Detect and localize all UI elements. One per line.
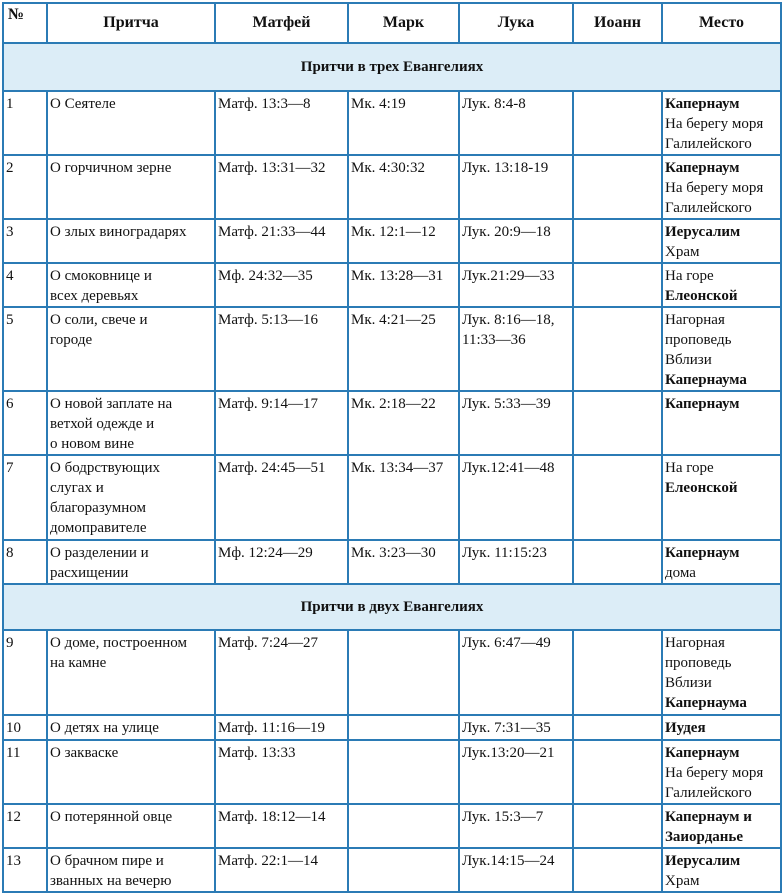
row-number: 9 bbox=[3, 630, 47, 715]
john-ref bbox=[573, 219, 662, 263]
luke-ref bbox=[459, 263, 573, 307]
parable-title-line: слугах и bbox=[50, 480, 104, 496]
place-line: Нагорная bbox=[665, 635, 725, 651]
place-line: Вблизи bbox=[665, 352, 712, 368]
mark-ref bbox=[348, 848, 459, 892]
table-row bbox=[3, 391, 781, 455]
parable-title bbox=[47, 307, 215, 391]
parable-title bbox=[47, 740, 215, 804]
luke-ref bbox=[459, 740, 573, 804]
place-line: проповедь bbox=[665, 332, 732, 348]
mark-ref: Мк. 4:30:32 bbox=[348, 155, 459, 219]
john-ref bbox=[573, 630, 662, 715]
parable-title-line: городе bbox=[50, 332, 93, 348]
matthew-ref: Матф. 22:1—14 bbox=[215, 848, 348, 892]
john-ref bbox=[573, 715, 662, 740]
place-line: Иудея bbox=[665, 720, 706, 736]
mark-ref: Мк. 13:28—31 bbox=[348, 263, 459, 307]
john-ref bbox=[573, 455, 662, 540]
row-number: 4 bbox=[3, 263, 47, 307]
parable-title-line: званных на вечерю bbox=[50, 873, 172, 889]
parable-title bbox=[47, 455, 215, 540]
row-number: 10 bbox=[3, 715, 47, 740]
luke-ref-line: Лук. 13:18-19 bbox=[462, 160, 549, 176]
section-title: Притчи в трех Евангелиях bbox=[3, 43, 781, 91]
mark-ref: Мк. 12:1—12 bbox=[348, 219, 459, 263]
place-cell bbox=[662, 219, 781, 263]
luke-ref-line: Лук. 20:9—18 bbox=[462, 224, 551, 240]
section-row bbox=[3, 43, 781, 91]
place-line: Нагорная bbox=[665, 312, 725, 328]
mark-ref bbox=[348, 630, 459, 715]
place-line: Капернаум bbox=[665, 96, 740, 112]
place-line: На берегу моря bbox=[665, 116, 764, 132]
luke-ref-line: Лук.13:20—21 bbox=[462, 745, 555, 761]
parable-title bbox=[47, 263, 215, 307]
parable-title bbox=[47, 155, 215, 219]
parable-title-line: О брачном пире и bbox=[50, 853, 164, 869]
matthew-ref: Матф. 7:24—27 bbox=[215, 630, 348, 715]
matthew-ref: Матф. 11:16—19 bbox=[215, 715, 348, 740]
row-number: 11 bbox=[3, 740, 47, 804]
luke-ref bbox=[459, 219, 573, 263]
parable-title bbox=[47, 848, 215, 892]
header-matthew: Матфей bbox=[215, 3, 348, 43]
luke-ref-line: Лук.14:15—24 bbox=[462, 853, 555, 869]
parable-title-line: О злых виноградарях bbox=[50, 224, 187, 240]
parable-title-line: О Сеятеле bbox=[50, 96, 116, 112]
luke-ref-line: Лук. 6:47—49 bbox=[462, 635, 551, 651]
mark-ref bbox=[348, 715, 459, 740]
place-cell bbox=[662, 740, 781, 804]
place-line: Капернаум bbox=[665, 396, 740, 412]
place-line: Галилейского bbox=[665, 785, 752, 801]
matthew-ref: Матф. 5:13—16 bbox=[215, 307, 348, 391]
table-row bbox=[3, 630, 781, 715]
parable-title-line: на камне bbox=[50, 655, 107, 671]
header-row bbox=[3, 3, 781, 43]
john-ref bbox=[573, 540, 662, 584]
john-ref bbox=[573, 740, 662, 804]
table-row bbox=[3, 848, 781, 892]
luke-ref bbox=[459, 540, 573, 584]
john-ref bbox=[573, 263, 662, 307]
parable-title-line: ветхой одежде и bbox=[50, 416, 155, 432]
mark-ref: Мк. 2:18—22 bbox=[348, 391, 459, 455]
place-cell bbox=[662, 630, 781, 715]
luke-ref bbox=[459, 307, 573, 391]
luke-ref bbox=[459, 91, 573, 155]
header-john: Иоанн bbox=[573, 3, 662, 43]
place-line: Капернаум bbox=[665, 545, 740, 561]
luke-ref-line: Лук. 5:33—39 bbox=[462, 396, 551, 412]
luke-ref-line: Лук. 7:31—35 bbox=[462, 720, 551, 736]
place-line: На берегу моря bbox=[665, 180, 764, 196]
place-line: Елеонской bbox=[665, 288, 738, 304]
place-line: Иерусалим bbox=[665, 853, 741, 869]
john-ref bbox=[573, 391, 662, 455]
table-row bbox=[3, 540, 781, 584]
luke-ref bbox=[459, 455, 573, 540]
place-line: На берегу моря bbox=[665, 765, 764, 781]
parable-title-line: домоправителе bbox=[50, 520, 147, 536]
john-ref bbox=[573, 91, 662, 155]
place-cell bbox=[662, 715, 781, 740]
row-number: 5 bbox=[3, 307, 47, 391]
parable-title-line: О потерянной овце bbox=[50, 809, 173, 825]
place-line: проповедь bbox=[665, 655, 732, 671]
place-line: Капернаум и bbox=[665, 809, 752, 825]
matthew-ref: Мф. 24:32—35 bbox=[215, 263, 348, 307]
parable-title-line: О детях на улице bbox=[50, 720, 159, 736]
luke-ref bbox=[459, 630, 573, 715]
place-line: Капернаум bbox=[665, 160, 740, 176]
place-cell bbox=[662, 391, 781, 455]
header-number: № bbox=[3, 3, 47, 43]
luke-ref bbox=[459, 391, 573, 455]
place-cell bbox=[662, 455, 781, 540]
mark-ref bbox=[348, 804, 459, 848]
matthew-ref: Мф. 12:24—29 bbox=[215, 540, 348, 584]
parable-title-line: О доме, построенном bbox=[50, 635, 187, 651]
table-row bbox=[3, 219, 781, 263]
matthew-ref: Матф. 9:14—17 bbox=[215, 391, 348, 455]
matthew-ref: Матф. 21:33—44 bbox=[215, 219, 348, 263]
place-line: Храм bbox=[665, 244, 700, 260]
luke-ref-line: 11:33—36 bbox=[462, 332, 526, 348]
luke-ref-line: Лук. 8:4-8 bbox=[462, 96, 526, 112]
place-line: На горе bbox=[665, 268, 714, 284]
matthew-ref: Матф. 24:45—51 bbox=[215, 455, 348, 540]
place-cell bbox=[662, 155, 781, 219]
place-line: Галилейского bbox=[665, 200, 752, 216]
section-title: Притчи в двух Евангелиях bbox=[3, 584, 781, 630]
parable-title bbox=[47, 391, 215, 455]
place-cell bbox=[662, 804, 781, 848]
matthew-ref: Матф. 13:33 bbox=[215, 740, 348, 804]
row-number: 1 bbox=[3, 91, 47, 155]
parable-title-line: О разделении и bbox=[50, 545, 149, 561]
parable-title-line: О закваске bbox=[50, 745, 119, 761]
luke-ref bbox=[459, 155, 573, 219]
table-body bbox=[3, 43, 781, 892]
mark-ref: Мк. 4:21—25 bbox=[348, 307, 459, 391]
parable-title bbox=[47, 630, 215, 715]
luke-ref bbox=[459, 804, 573, 848]
row-number: 12 bbox=[3, 804, 47, 848]
place-line: Заиорданье bbox=[665, 829, 744, 845]
luke-ref-line: Лук.21:29—33 bbox=[462, 268, 555, 284]
luke-ref-line: Лук. 8:16—18, bbox=[462, 312, 555, 328]
table-row bbox=[3, 740, 781, 804]
parable-title-line: О горчичном зерне bbox=[50, 160, 172, 176]
header-mark: Марк bbox=[348, 3, 459, 43]
parable-title-line: О соли, свече и bbox=[50, 312, 148, 328]
luke-ref-line: Лук.12:41—48 bbox=[462, 460, 555, 476]
matthew-ref: Матф. 13:3—8 bbox=[215, 91, 348, 155]
place-line: На горе bbox=[665, 460, 714, 476]
luke-ref bbox=[459, 715, 573, 740]
parable-title bbox=[47, 715, 215, 740]
john-ref bbox=[573, 804, 662, 848]
john-ref bbox=[573, 307, 662, 391]
header-parable: Притча bbox=[47, 3, 215, 43]
matthew-ref: Матф. 18:12—14 bbox=[215, 804, 348, 848]
table-row bbox=[3, 455, 781, 540]
header-place: Место bbox=[662, 3, 781, 43]
place-cell bbox=[662, 540, 781, 584]
place-cell bbox=[662, 307, 781, 391]
place-line: Капернаум bbox=[665, 745, 740, 761]
matthew-ref: Матф. 13:31—32 bbox=[215, 155, 348, 219]
mark-ref: Мк. 4:19 bbox=[348, 91, 459, 155]
row-number: 7 bbox=[3, 455, 47, 540]
parable-title-line: О смоковнице и bbox=[50, 268, 152, 284]
luke-ref bbox=[459, 848, 573, 892]
place-line: Капернаума bbox=[665, 372, 747, 388]
place-line: дома bbox=[665, 565, 696, 581]
parable-title-line: расхищении bbox=[50, 565, 129, 581]
place-line: Иерусалим bbox=[665, 224, 741, 240]
place-line: Храм bbox=[665, 873, 700, 889]
row-number: 13 bbox=[3, 848, 47, 892]
parables-table bbox=[2, 2, 782, 893]
place-line: Вблизи bbox=[665, 675, 712, 691]
luke-ref-line: Лук. 11:15:23 bbox=[462, 545, 547, 561]
john-ref bbox=[573, 155, 662, 219]
header-luke: Лука bbox=[459, 3, 573, 43]
row-number: 6 bbox=[3, 391, 47, 455]
section-row bbox=[3, 584, 781, 630]
row-number: 3 bbox=[3, 219, 47, 263]
parable-title bbox=[47, 219, 215, 263]
parable-title-line: благоразумном bbox=[50, 500, 146, 516]
row-number: 8 bbox=[3, 540, 47, 584]
parable-title bbox=[47, 91, 215, 155]
mark-ref: Мк. 13:34—37 bbox=[348, 455, 459, 540]
table-row bbox=[3, 307, 781, 391]
place-cell bbox=[662, 263, 781, 307]
place-line: Галилейского bbox=[665, 136, 752, 152]
place-line: Елеонской bbox=[665, 480, 738, 496]
table-row bbox=[3, 263, 781, 307]
parable-title-line: о новом вине bbox=[50, 436, 135, 452]
table-row bbox=[3, 91, 781, 155]
place-cell bbox=[662, 848, 781, 892]
row-number: 2 bbox=[3, 155, 47, 219]
john-ref bbox=[573, 848, 662, 892]
table-row bbox=[3, 715, 781, 740]
luke-ref-line: Лук. 15:3—7 bbox=[462, 809, 544, 825]
place-line: Капернаума bbox=[665, 695, 747, 711]
parable-title-line: О бодрствующих bbox=[50, 460, 160, 476]
mark-ref: Мк. 3:23—30 bbox=[348, 540, 459, 584]
parable-title-line: О новой заплате на bbox=[50, 396, 173, 412]
parable-title bbox=[47, 804, 215, 848]
mark-ref bbox=[348, 740, 459, 804]
parable-title bbox=[47, 540, 215, 584]
parable-title-line: всех деревьях bbox=[50, 288, 139, 304]
table-row bbox=[3, 155, 781, 219]
place-cell bbox=[662, 91, 781, 155]
table-row bbox=[3, 804, 781, 848]
